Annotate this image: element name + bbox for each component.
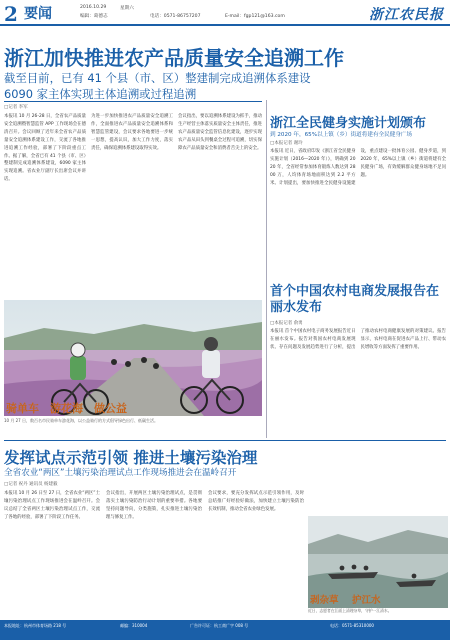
soil-column-2: 会议指出，开展两区土壤污染治理试点，是贯彻落实土壤污染防治行动计划的重要举措。各地要坚持问题导向，分类施策，扎实推进土壤污染治理与修复工作。: [106, 491, 202, 520]
column-divider: [266, 100, 267, 438]
paper-logo: 浙江农民报: [369, 7, 444, 23]
soil-column-3: 会议要求，要充分发挥试点示范引领作用，及时总结推广好经验好做法，加快建立土壤污染防治长效机制，推动全省农业绿色发展。: [208, 491, 304, 512]
photo2-caption: 近日，志愿者在江面上清理杂草，守护一江清水。: [308, 608, 392, 613]
contact-phone: 电话：0571-86757207: [150, 14, 201, 19]
lead-column-3: 会议指出，要以追溯体系建设为抓手，推动生产经营主体落实质量安全主体责任，推进农产品质量安全监管信息化建设，逐步实现农产品从田头到餐桌全过程可追溯，切实保障农产品质量安全和消费者舌尖上的安全。: [178, 114, 262, 151]
footer-phone: 电话：0571-85310000: [330, 623, 374, 628]
footer-license: 广告许可证：杭工商广字 008 号: [190, 623, 249, 628]
lead-subtitle-1: 截至目前，已有 41 个县（市、区）整建制完成追溯体系建设: [4, 71, 311, 85]
soil-column-1: 本报讯 10 月 26 日至 27 日，全省农业“两区”土壤污染治理试点工作现场推进会在温岭召开。会议总结了全省两区土壤污染治理试点工作，交流了各地的经验，部署了下阶段工作任务。: [4, 491, 100, 520]
lead-column-1: 本报讯 10 月 26-28 日，全省农产品质量安全追溯暨智慧监管 APP 工作现场会在德清召开。会议回顾了近年来全省农产品质量安全追溯体系建设工作，交流了各地推进追溯工作经验，部署了下阶段重点工作。据了解，全省已有 41 个县（市、区）整建制完成追溯体系建设，6090 家主体实现追溯。省农业厅副厅长出席会议并讲话。: [4, 114, 86, 183]
photo-label-1: 骑单车: [6, 402, 39, 415]
lead-column-2: 为进一步加快推进农产品质量安全追溯工作，全面推进农产品质量安全追溯体系和智慧监管建设，会议要求各地要进一步统一思想，提高认识，加大工作力度，落实责任，确保追溯体系建设取得实效。: [91, 114, 173, 151]
soil-subtitle: 全省农业“两区”土壤污染治理试点工作现场推进会在温岭召开: [4, 468, 237, 478]
issue-date: 2016.10.29: [80, 5, 107, 10]
soil-headline: 发挥试点示范引领 推进土壤污染治理: [4, 448, 258, 467]
ecommerce-body: 本报讯 首个中国农村电子商务发展报告近日在丽水发布。报告对我国农村电商发展现状、存在问题及发展趋势进行了分析，提出了推动农村电商健康发展的对策建议。报告显示，农村电商在促进农产品上行、带动农民增收等方面发挥了重要作用。: [270, 329, 446, 350]
photo2-label-1: 剥杂草: [310, 595, 339, 606]
page-footer: [0, 620, 450, 640]
editor-name: 编辑：葛德志: [80, 14, 108, 19]
fitness-headline: 浙江全民健身实施计划颁布: [270, 116, 427, 131]
lead-byline: □记者 李军: [4, 105, 28, 110]
ecommerce-headline: 首个中国农村电商发展报告在丽水发布: [270, 284, 440, 315]
lead-subtitle-2: 6090 家主体实现主体追溯或过程追溯: [4, 87, 197, 101]
photo-caption: 10 月 27 日，数百名市民骑单车游花海，以公益骑行的方式倡导绿色出行、低碳生活。: [4, 418, 158, 423]
footer-address: 本报地址：杭州市体育场路 218 号: [4, 623, 67, 628]
fitness-body: 本报讯 近日，省政府印发《浙江省全民健身实施计划（2016—2020 年）》，明确到 2020 年，全省经常参加体育锻炼人数达到 2800 万，人均体育场地面积达到 2.2 平方米。计划提出，要加快推进全民健身设施建设，重点建设一批体育公园、健身步道，到 2020 年，65%以上镇（乡）街道将建有全民健身广场，有效缓解群众健身场地不足问题。: [270, 149, 446, 186]
footer-postcode: 邮编：310004: [120, 623, 148, 628]
cycling-photo: [4, 300, 262, 416]
bottom-rule: [4, 440, 446, 441]
section-name: 要闻: [24, 6, 52, 22]
contact-email: E-mail：fgp121@163.com: [225, 14, 285, 19]
lead-headline: 浙江加快推进农产品质量安全追溯工作: [4, 46, 344, 70]
page-number: 2: [4, 2, 18, 26]
lead-rule: [4, 101, 262, 102]
ecommerce-byline: □本报记者 俞勇: [270, 321, 303, 326]
soil-byline: □记者 祝丹 通讯员 杨建毅: [4, 482, 58, 487]
issue-weekday: 星期六: [120, 6, 134, 11]
photo-label-3: 做公益: [94, 402, 127, 415]
photo-label-2: 游花海: [50, 402, 83, 415]
photo2-label-2: 护江水: [352, 595, 381, 606]
fitness-subtitle: 到 2020 年，65%以上镇（乡）街道将建有全民健身广场: [270, 132, 413, 138]
fitness-byline: □本报记者 谢玲: [270, 141, 303, 146]
river-photo: [308, 516, 448, 608]
masthead: [0, 0, 450, 26]
